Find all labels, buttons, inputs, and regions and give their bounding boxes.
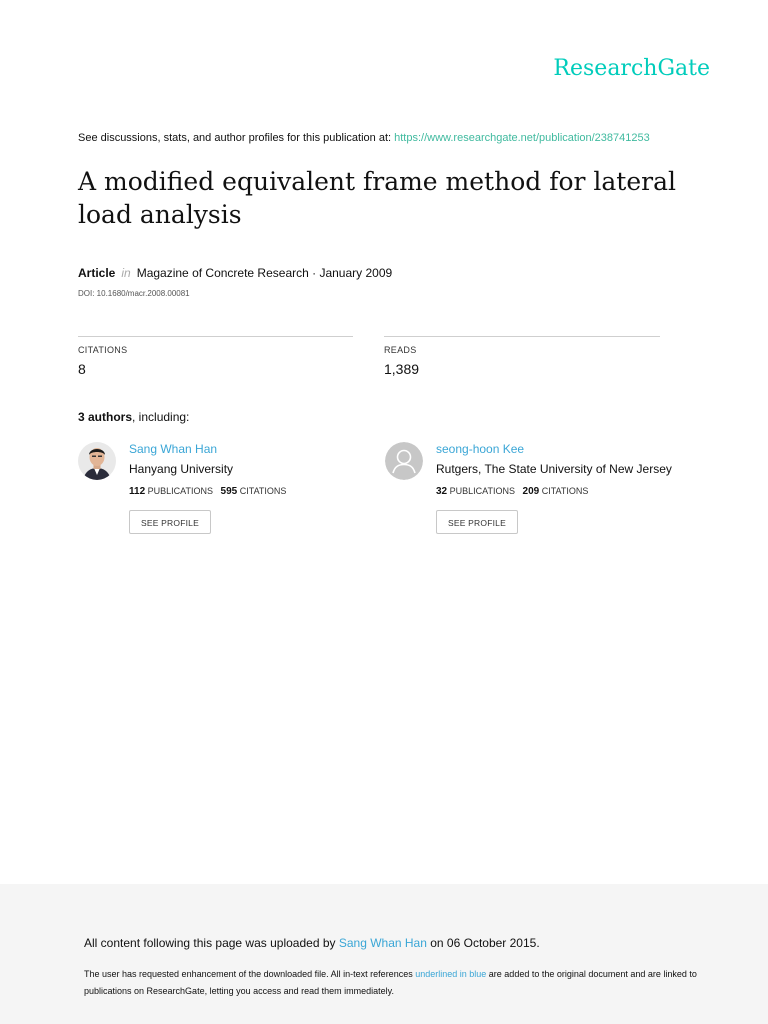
author-citations-count: 209 bbox=[522, 486, 540, 497]
publication-doi: DOI: 10.1680/macr.2008.00081 bbox=[78, 289, 190, 298]
author-stats bbox=[129, 486, 286, 497]
author-institution: Hanyang University bbox=[129, 462, 234, 476]
note-prefix: The user has requested enhancement of the downloaded file. All in-text references bbox=[84, 969, 413, 979]
citations-value: 8 bbox=[78, 361, 86, 377]
citations-divider bbox=[78, 336, 353, 337]
upload-footer bbox=[0, 884, 768, 1024]
person-photo-icon bbox=[78, 442, 116, 480]
author-publications-label: PUBLICATIONS bbox=[449, 486, 515, 496]
publication-title: A modified equivalent frame method for lateral load analysis bbox=[78, 167, 676, 229]
publication-link-line bbox=[78, 132, 650, 144]
author-citations-label: CITATIONS bbox=[239, 486, 287, 496]
person-placeholder-icon bbox=[385, 442, 423, 480]
author-name-link[interactable]: seong-hoon Kee bbox=[436, 442, 525, 456]
upload-prefix: All content following this page was uploaded by bbox=[84, 936, 336, 950]
note-suffix: are added to the original document and are linked to publications on ResearchGate, letting you access and read them immediately. bbox=[84, 969, 697, 996]
author-photo-avatar[interactable] bbox=[78, 442, 116, 480]
author-publications-count: 32 bbox=[436, 486, 448, 497]
publication-meta bbox=[78, 266, 392, 280]
underlined-in-blue-link[interactable]: underlined in blue bbox=[415, 969, 487, 979]
authors-count: 3 authors bbox=[78, 410, 133, 424]
citations-label: CITATIONS bbox=[78, 345, 128, 355]
researchgate-logo[interactable]: ResearchGate bbox=[553, 56, 710, 81]
upload-suffix: on 06 October 2015. bbox=[430, 936, 540, 950]
uploader-link[interactable]: Sang Whan Han bbox=[338, 936, 427, 950]
author-publications-count: 112 bbox=[129, 486, 146, 497]
author-stats bbox=[436, 486, 588, 497]
author-name-link[interactable]: Sang Whan Han bbox=[129, 442, 218, 456]
author-citations-label: CITATIONS bbox=[541, 486, 589, 496]
publication-venue: Magazine of Concrete Research · January 2009 bbox=[136, 266, 393, 280]
enhancement-note bbox=[84, 966, 704, 1000]
publication-url-link[interactable]: https://www.researchgate.net/publication/238741253 bbox=[394, 132, 650, 144]
publication-type: Article bbox=[78, 266, 116, 280]
see-profile-button[interactable]: SEE PROFILE bbox=[129, 510, 211, 534]
author-institution: Rutgers, The State University of New Jersey bbox=[436, 462, 672, 476]
upload-info bbox=[84, 936, 540, 950]
authors-suffix: , including: bbox=[132, 410, 190, 424]
author-publications-label: PUBLICATIONS bbox=[147, 486, 214, 496]
authors-heading bbox=[78, 410, 189, 424]
default-avatar[interactable] bbox=[385, 442, 423, 480]
author-citations-count: 595 bbox=[220, 486, 238, 497]
reads-label: READS bbox=[384, 345, 417, 355]
see-profile-button[interactable]: SEE PROFILE bbox=[436, 510, 518, 534]
reads-divider bbox=[384, 336, 660, 337]
reads-value: 1,389 bbox=[384, 361, 420, 377]
see-text: See discussions, stats, and author profiles for this publication at: bbox=[78, 132, 392, 144]
in-word: in bbox=[121, 266, 131, 280]
